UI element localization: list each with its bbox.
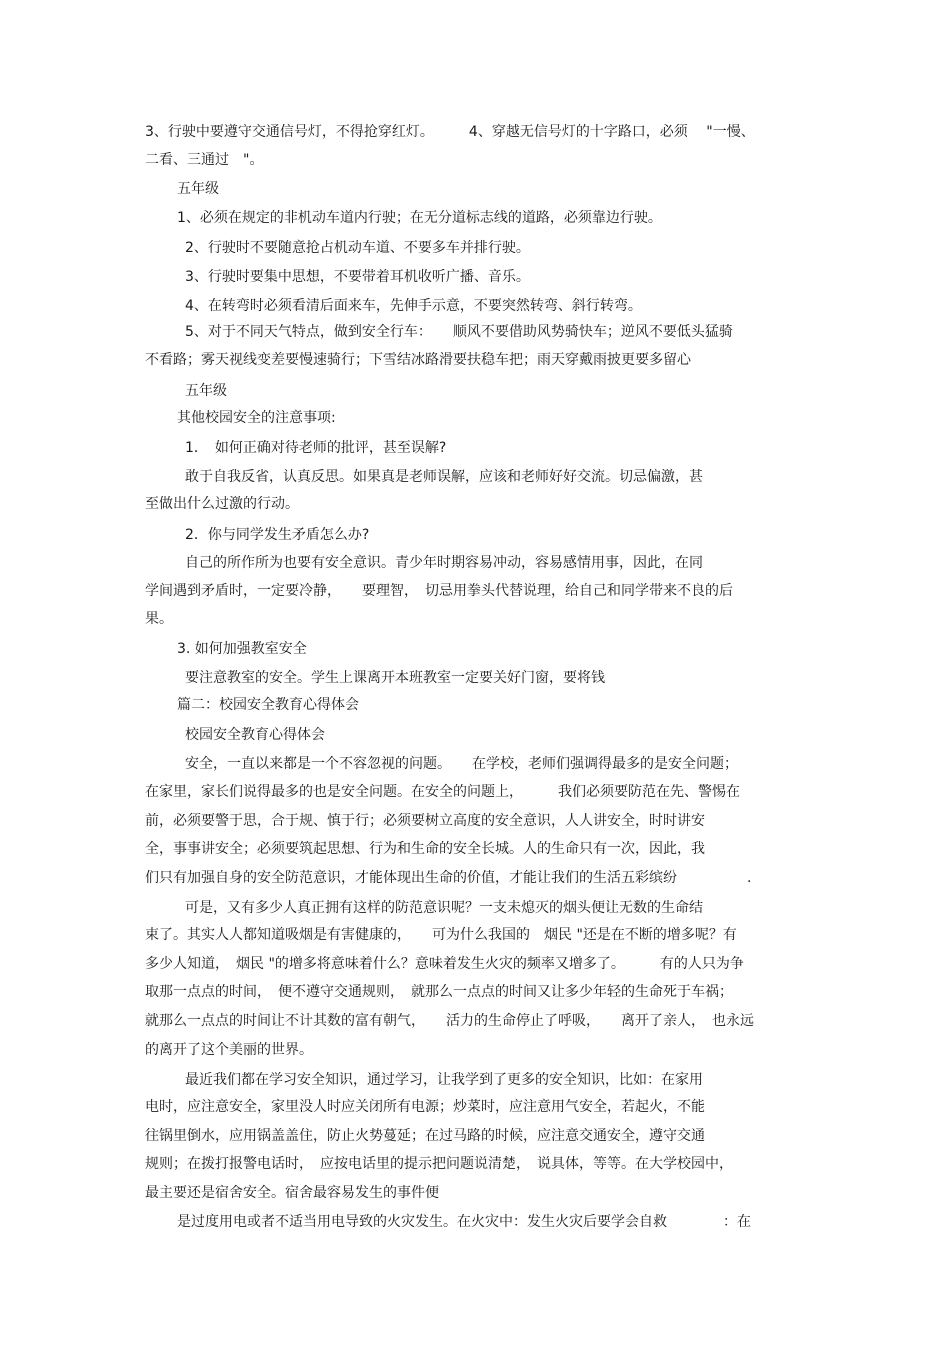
section-heading: 五年级 xyxy=(177,181,219,197)
text-line: 束了。其实人人都知道吸烟是有害健康的， 可为什么我国的 烟民 "还是在不断的增多呢？有 xyxy=(145,927,737,943)
text-line: 电时，应注意安全，家里没人时应关闭所有电源；炒菜时，应注意用气安全，若起火，不能 xyxy=(145,1099,705,1115)
question-heading: 2．你与同学发生矛盾怎么办? xyxy=(185,527,370,543)
text-line: 要注意教室的安全。学生上课离开本班教室一定要关好门窗，要将钱 xyxy=(185,670,605,686)
text-line: 不看路；雾天视线变差要慢速骑行；下雪结冰路滑要扶稳车把；雨天穿戴雨披更要多留心 xyxy=(145,352,691,368)
text-line: 规则；在拨打报警电话时， 应按电话里的提示把问题说清楚， 说具体，等等。在大学校园中， xyxy=(145,1156,733,1172)
text-line: 的离开了这个美丽的世界。 xyxy=(145,1042,313,1058)
list-item: 5、对于不同天气特点，做到安全行车： 顺风不要借助风势骑快车；逆风不要低头猛骑 xyxy=(185,324,733,340)
text-line: 取那一点点的时间， 便不遵守交通规则， 就那么一点点的时间又让多少年轻的生命死于车祸； xyxy=(145,984,733,1000)
list-item: 2、行驶时不要随意抢占机动车道、不要多车并排行驶。 xyxy=(185,240,530,256)
text-line: 敢于自我反省，认真反思。如果真是老师误解，应该和老师好好交流。切忌偏激，甚 xyxy=(185,469,703,485)
article-title: 校园安全教育心得体会 xyxy=(185,727,325,743)
section-heading: 其他校园安全的注意事项: xyxy=(177,410,336,426)
text-line: 全，事事讲安全；必须要筑起思想、行为和生命的安全长城。人的生命只有一次，因此，我 xyxy=(145,841,705,857)
question-heading: 1． 如何正确对待老师的批评，甚至误解? xyxy=(185,440,447,456)
question-heading: 3. 如何加强教室安全 xyxy=(177,641,307,657)
text-line: 果。 xyxy=(145,611,173,627)
text-line: 多少人知道， 烟民 "的增多将意味着什么？意味着发生火灾的频率又增多了。 有的人只为争 xyxy=(145,956,744,972)
text-line: 可是，又有多少人真正拥有这样的防范意识呢？一支未熄灭的烟头便让无数的生命结 xyxy=(185,900,703,916)
text-line: 往锅里倒水，应用锅盖盖住，防止火势蔓延；在过马路的时候，应注意交通安全，遵守交通 xyxy=(145,1128,705,1144)
text-line: 至做出什么过激的行动。 xyxy=(145,496,299,512)
text-line: 自己的所作所为也要有安全意识。青少年时期容易冲动，容易感情用事，因此，在同 xyxy=(185,555,703,571)
text-line: 最近我们都在学习安全知识，通过学习，让我学到了更多的安全知识，比如：在家用 xyxy=(185,1072,703,1088)
text-line: 是过度用电或者不适当用电导致的火灾发生。在火灾中：发生火灾后要学会自救 ：在 xyxy=(177,1214,751,1230)
text-line: 前，必须要警于思，合于规、慎于行；必须要树立高度的安全意识，人人讲安全，时时讲安 xyxy=(145,813,705,829)
text-line: 3、行驶中要遵守交通信号灯，不得抢穿红灯。 4、穿越无信号灯的十字路口，必须 "一慢、 xyxy=(145,124,755,140)
text-line: 安全，一直以来都是一个不容忽视的问题。 在学校，老师们强调得最多的是安全问题； xyxy=(185,756,738,772)
list-item: 4、在转弯时必须看清后面来车，先伸手示意，不要突然转弯、斜行转弯。 xyxy=(185,298,642,314)
text-line: 们只有加强自身的安全防范意识，才能体现出生命的价值，才能让我们的生活五彩缤纷 . xyxy=(145,870,752,886)
text-line: 在家里，家长们说得最多的也是安全问题。在安全的问题上， 我们必须要防范在先、警惕在 xyxy=(145,784,740,800)
section-heading: 五年级 xyxy=(185,383,227,399)
text-line: 就那么一点点的时间让不计其数的富有朝气， 活力的生命停止了呼吸， 离开了亲人， 也永远 xyxy=(145,1013,754,1029)
section-heading: 篇二：校园安全教育心得体会 xyxy=(177,697,359,713)
list-item: 1、必须在规定的非机动车道内行驶；在无分道标志线的道路，必须靠边行驶。 xyxy=(177,210,662,226)
text-line: 最主要还是宿舍安全。宿舍最容易发生的事件便 xyxy=(145,1185,439,1201)
text-line: 学间遇到矛盾时，一定要冷静， 要理智， 切忌用拳头代替说理，给自己和同学带来不良的后 xyxy=(145,583,733,599)
text-line: 二看、三通过 "。 xyxy=(145,152,264,168)
list-item: 3、行驶时要集中思想，不要带着耳机收听广播、音乐。 xyxy=(185,269,530,285)
